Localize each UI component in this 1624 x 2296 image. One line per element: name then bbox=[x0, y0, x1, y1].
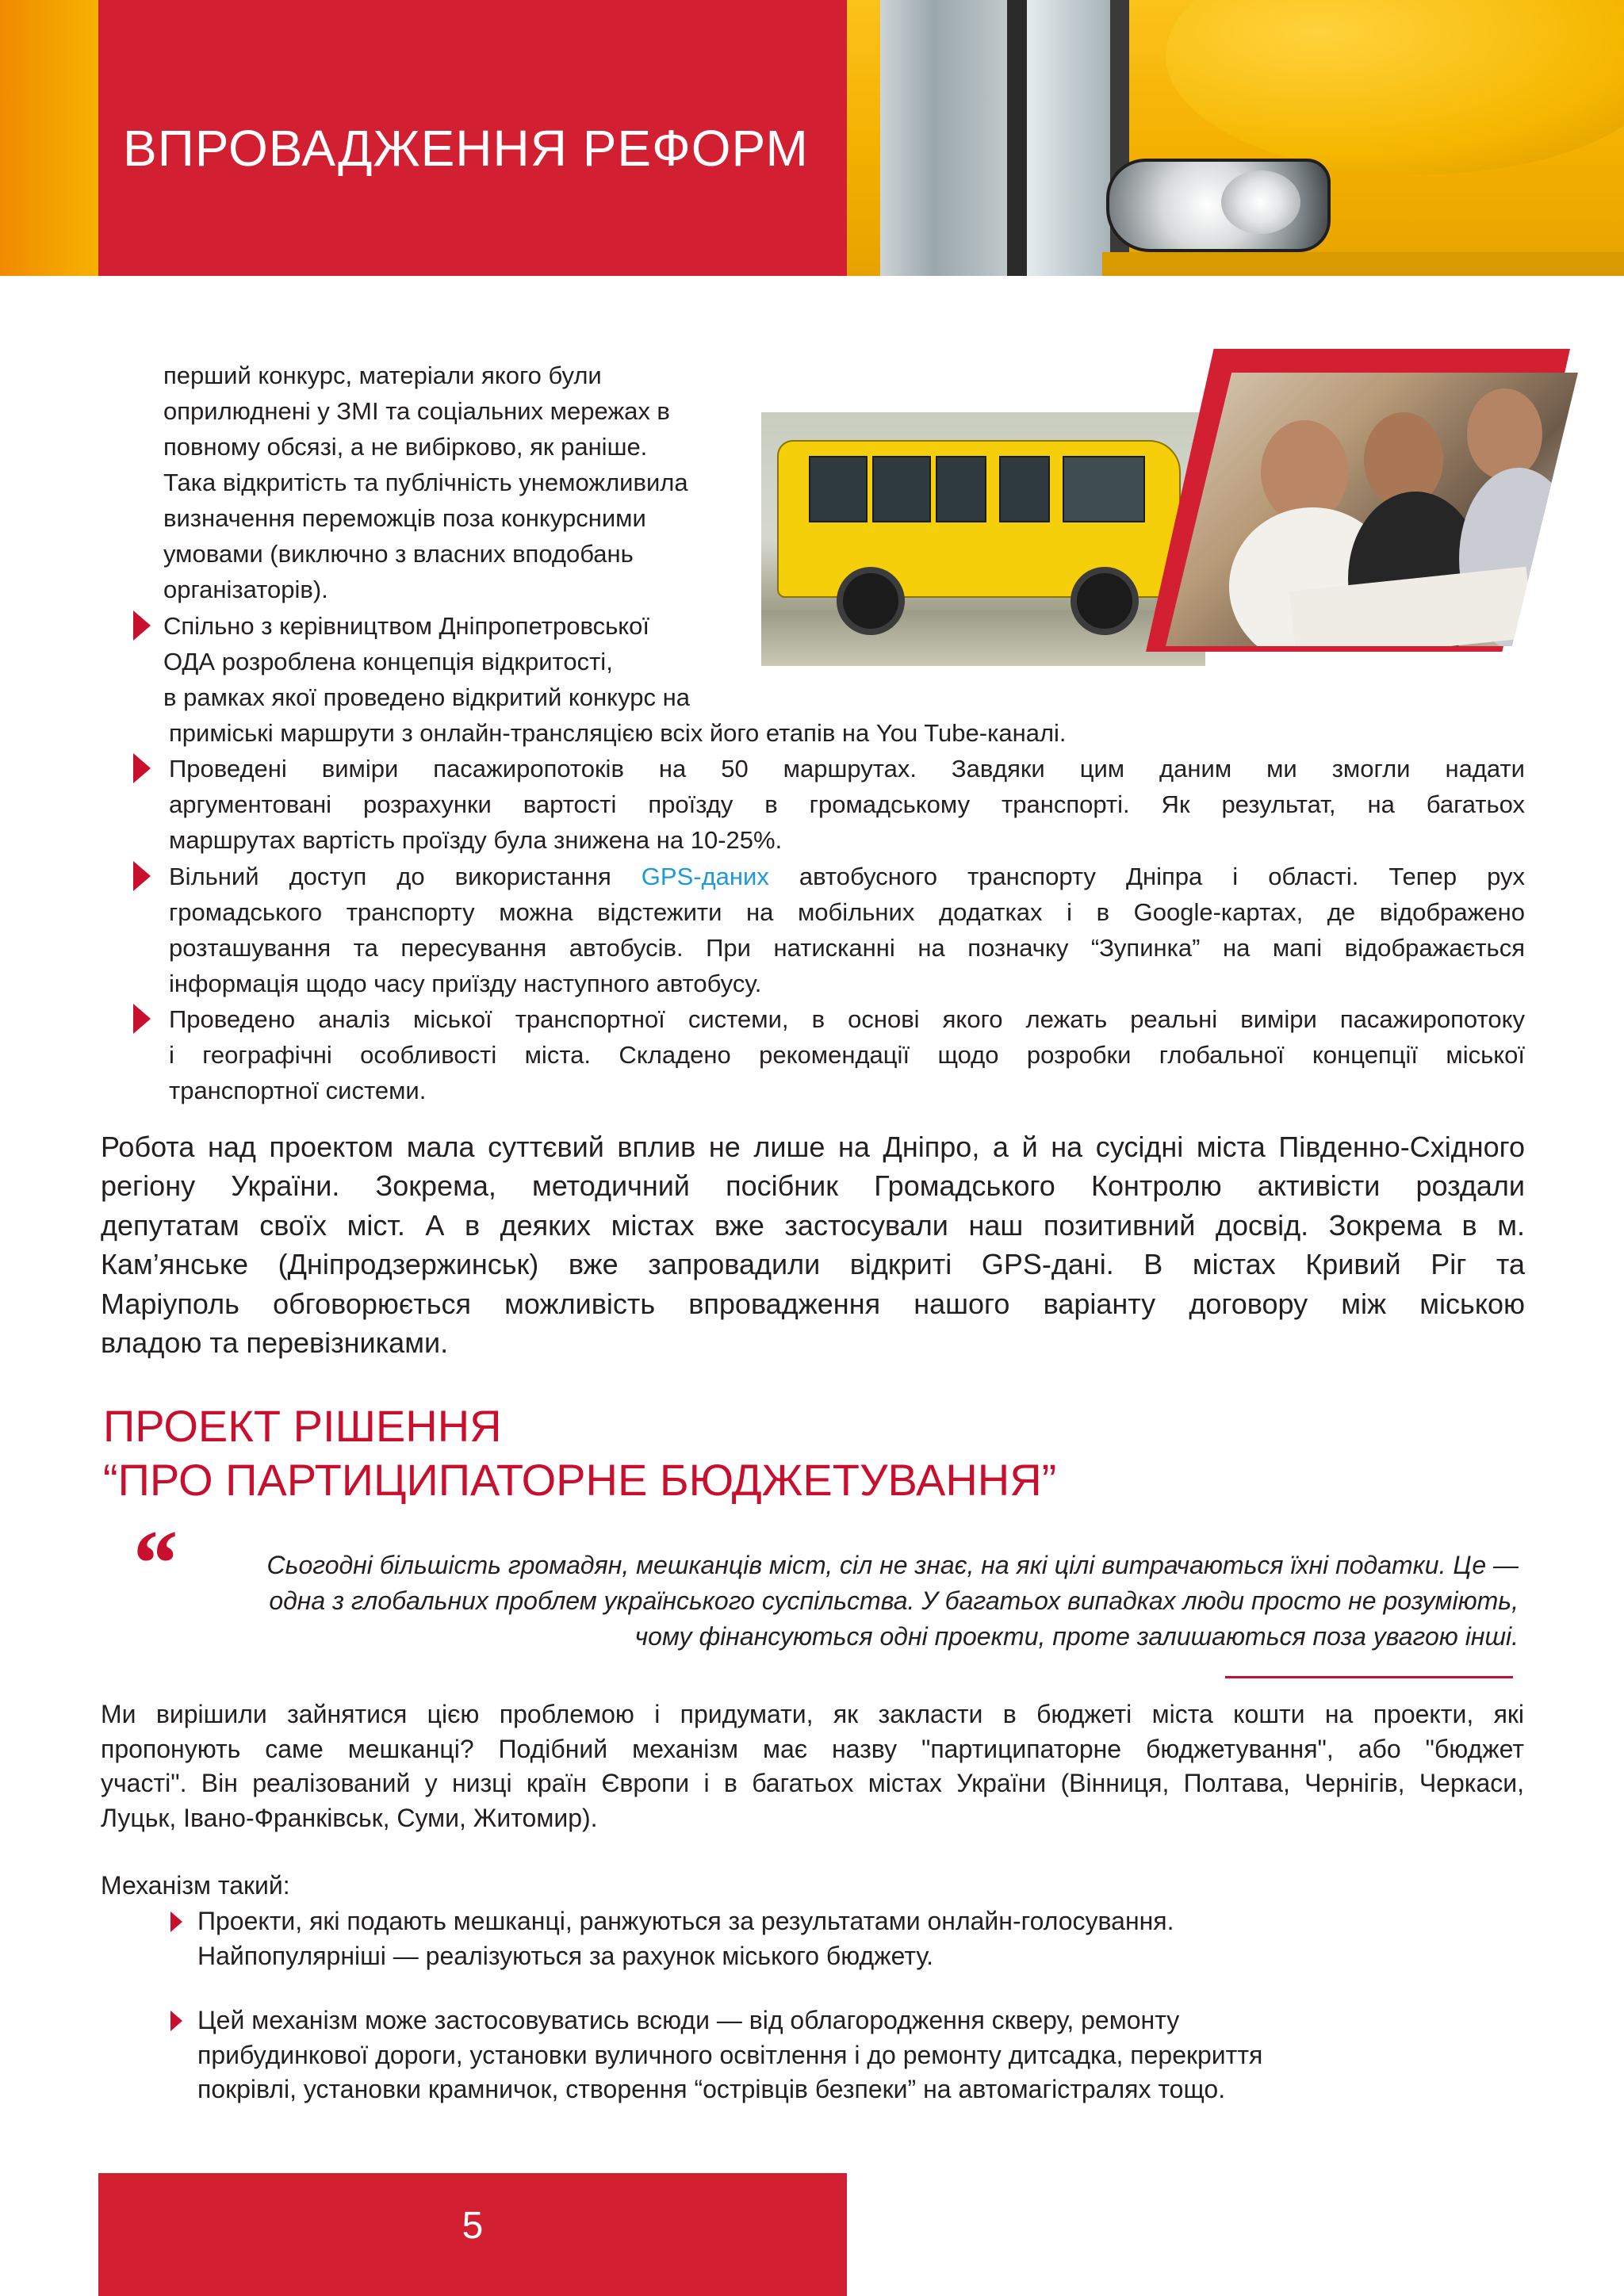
impact-line: Робота над проектом мала суттєвий вплив не лише на Дніпро, а й на сусідні міста Південно-Східного bbox=[101, 1131, 1525, 1163]
bullet-3-line: інформація щодо часу приїзду наступного автобусу. bbox=[169, 970, 762, 997]
impact-line: Кам’янське (Дніпродзержинськ) вже запровадили відкриті GPS-дані. В містах Кривий Ріг та bbox=[101, 1248, 1525, 1280]
bullet-arrow-icon bbox=[133, 1004, 151, 1034]
mechanism-label: Механізм такий: bbox=[101, 1871, 290, 1900]
bullet-2-line: Проведені виміри пасажиропотоків на 50 маршрутах. Завдяки цим даним ми змогли надати bbox=[169, 755, 1525, 783]
intro-line: перший конкурс, матеріали якого були bbox=[163, 362, 602, 389]
section-title-line2: “ПРО ПАРТИЦИПАТОРНЕ БЮДЖЕТУВАННЯ” bbox=[103, 1455, 1057, 1505]
quote-line: одна з глобальних проблем українського суспільства. У багатьох випадках люди просто не розуміють, bbox=[269, 1586, 1519, 1615]
mechanism-item-1-line: Проекти, які подають мешканці, ранжуються за результатами онлайн-голосування. bbox=[197, 1907, 1174, 1935]
bullet-1-line: ОДА розроблена концепція відкритості, bbox=[163, 648, 613, 675]
bullet-arrow-icon bbox=[170, 2011, 182, 2031]
intro-line: умовами (виключно з власних вподобань bbox=[163, 540, 634, 568]
bullet-1-line: Спільно з керівництвом Дніпропетровської bbox=[163, 612, 650, 640]
body-line: участі". Він реалізований у низці країн Європи і в багатьох містах України (Вінниця, Полтава, Чернігів, Черкаси, bbox=[101, 1769, 1524, 1797]
bullet-1-line: в рамках якої проведено відкритий конкурс на bbox=[163, 683, 690, 711]
page-number: 5 bbox=[462, 2205, 484, 2247]
bullet-2-line: аргументовані розрахунки вартості проїзду в громадському транспорті. Як результат, на багатьох bbox=[169, 790, 1525, 818]
bullet-4-line: і географічні особливості міста. Складено рекомендації щодо розробки глобальної концепції міської bbox=[169, 1041, 1525, 1069]
bullet-arrow-icon bbox=[133, 753, 151, 783]
section-title-line1: ПРОЕКТ РІШЕННЯ bbox=[103, 1401, 502, 1451]
bullet-3-line: розташування та пересування автобусів. При натисканні на позначку “Зупинка” на мапі відображається bbox=[169, 934, 1525, 962]
mechanism-item-2-line: Цей механізм може застосовуватись всюди — від облагородження скверу, ремонту bbox=[197, 2006, 1180, 2034]
bullet-2-line: маршрутах вартість проїзду була знижена на 10-25%. bbox=[169, 826, 783, 854]
mechanism-item-2-line: прибудинкової дороги, установки вуличного освітлення і до ремонту дитсадка, перекриття bbox=[197, 2041, 1263, 2069]
mechanism-item-1-line: Найпопулярніші — реалізуються за рахунок міського бюджету. bbox=[197, 1942, 934, 1970]
intro-line: повному обсязі, а не вибірково, як раніше. bbox=[163, 433, 648, 461]
bullet-arrow-icon bbox=[133, 610, 151, 641]
bullet-arrow-icon bbox=[170, 1911, 182, 1932]
quote-divider bbox=[1225, 1676, 1513, 1678]
mechanism-item-2-line: покрівлі, установки крамничок, створення “острівців безпеки” на автомагістралях тощо. bbox=[197, 2075, 1226, 2103]
impact-line: регіону України. Зокрема, методичний посібник Громадського Контролю активісти роздали bbox=[101, 1169, 1525, 1202]
intro-line: організаторів). bbox=[163, 576, 328, 603]
intro-line: визначення переможців поза конкурсними bbox=[163, 504, 646, 532]
impact-line: владою та перевізниками. bbox=[101, 1326, 449, 1359]
body-line: Луцьк, Івано-Франківськ, Суми, Житомир). bbox=[101, 1804, 598, 1832]
people-photo bbox=[1166, 373, 1578, 646]
impact-line: депутатам своїх міст. А в деяких містах вже застосували наш позитивний досвід. Зокрема в м. bbox=[101, 1209, 1525, 1242]
bullet-arrow-icon bbox=[133, 861, 151, 891]
quote-line: Сьогодні більшість громадян, мешканців міст, сіл не знає, на які цілі витрачаються їхні податки. Це — bbox=[266, 1551, 1519, 1579]
bullet-3-line: Вільний доступ до використання GPS-даних автобусного транспорту Дніпра і області. Тепер рух bbox=[169, 863, 1525, 890]
page-title: ВПРОВАДЖЕННЯ РЕФОРМ bbox=[123, 120, 809, 177]
quote-line: чому фінансуються одні проекти, проте залишаються поза увагою інші. bbox=[634, 1622, 1519, 1651]
impact-line: Маріуполь обговорюється можливість впровадження нашого варіанту договору між міською bbox=[101, 1288, 1525, 1320]
body-line: Ми вирішили зайнятися цією проблемою і придумати, як закласти в бюджеті міста кошти на проекти, які bbox=[101, 1700, 1524, 1728]
body-line: пропонують саме мешканці? Подібний механізм має назву "партиципаторне бюджетування", або "бюджет bbox=[101, 1735, 1524, 1763]
bus-photo bbox=[761, 412, 1205, 666]
bullet-1-line: приміські маршрути з онлайн-трансляцією всіх його етапів на You Tube-каналі. bbox=[169, 719, 1067, 747]
bullet-4-line: Проведено аналіз міської транспортної системи, в основі якого лежать реальні виміри пасажиропотоку bbox=[169, 1005, 1525, 1033]
intro-line: Така відкритість та публічність унеможливила bbox=[163, 469, 688, 496]
gps-data-link[interactable]: GPS-даних bbox=[641, 863, 769, 890]
bullet-3-line: громадського транспорту можна відстежити на мобільних додатках і в Google-картах, де відображено bbox=[169, 898, 1525, 926]
bullet-4-line: транспортної системи. bbox=[169, 1077, 427, 1104]
intro-line: оприлюднені у ЗМІ та соціальних мережах в bbox=[163, 397, 670, 425]
quote-mark-icon: “ bbox=[128, 1510, 176, 1616]
